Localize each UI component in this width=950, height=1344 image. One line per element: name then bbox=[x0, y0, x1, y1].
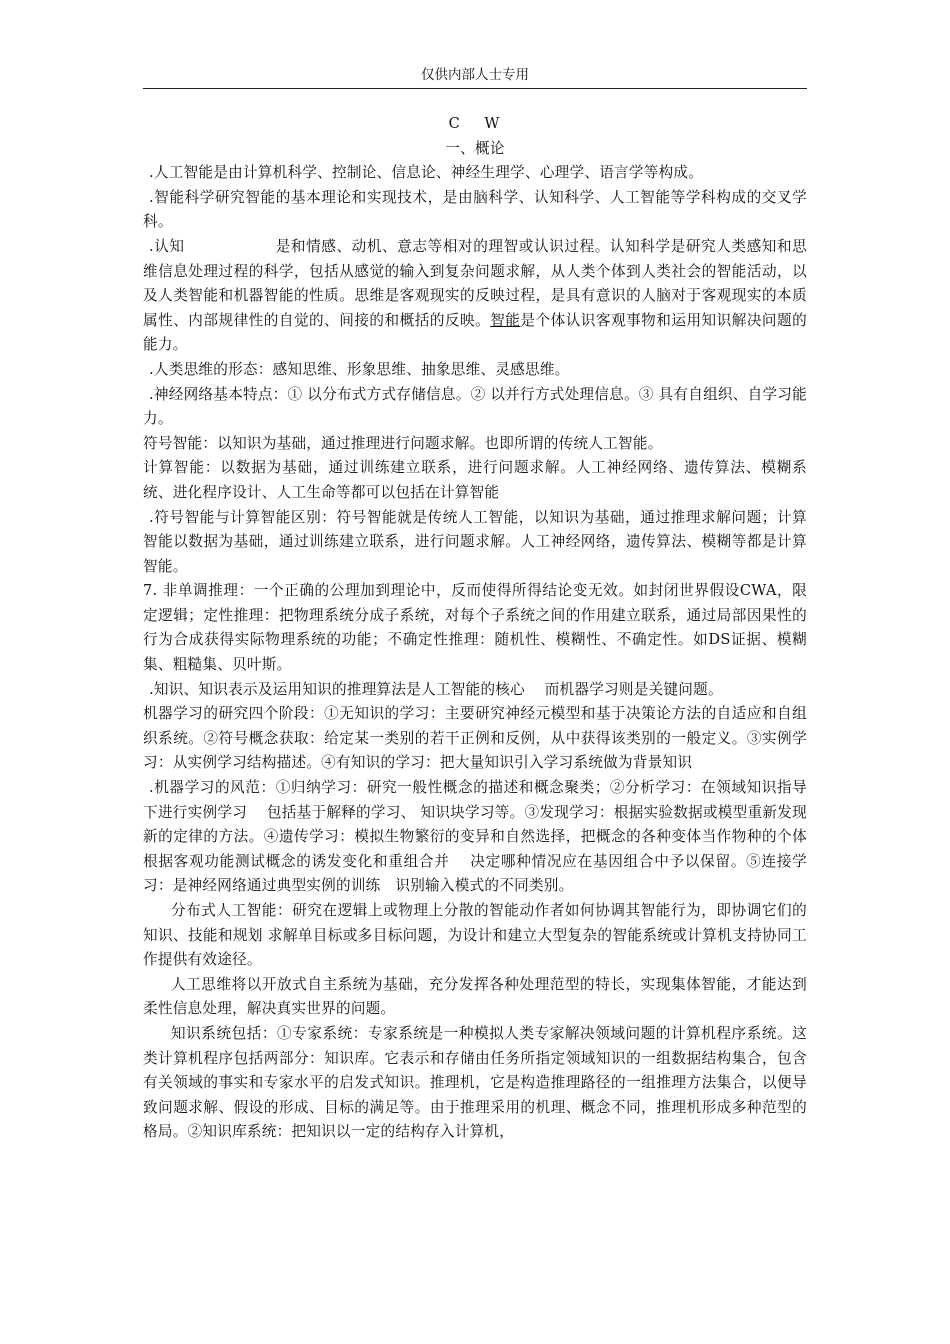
paragraph-symbolic-intelligence: 符号智能：以知识为基础，通过推理进行问题求解。也即所谓的传统人工智能。 bbox=[143, 434, 663, 452]
paragraph-artificial-thinking: 人工思维将以开放式自主系统为基础，充分发挥各种处理范型的特长，实现集体智能，才能达到柔性信息处理，解决真实世界的问题。 bbox=[143, 975, 807, 1018]
page-header: 仅供内部人士专用 bbox=[421, 67, 529, 83]
document-body bbox=[143, 112, 827, 1145]
paragraph-ml-paradigms: .机器学习的风范：①归纳学习：研究一般性概念的描述和概念聚类；②分析学习：在领域知识指导下进行实例学习 包括基于解释的学习、 知识块学习等。③发现学习：根据实验数据或模型重新发现新的定律的方法。④遗传学习：模拟生物繁衍的变异和自然选择，把概念的各种变体当作物种的个体 根据客观功能测试概念的诱发变化和重组合并 决定哪种情况应在基因组合中予以保留。⑤连接学习：是神经网络通过典型实例的训练 识别输入模式的不同类别。 bbox=[143, 779, 827, 895]
cognition-text-a: .认知 是和情感、动机、意志等相对的理智或认识过程。认知科学是研究人类感知和思维信息处理过程的科学，包括从感觉的输入到复杂问题求解，从人类个体到人类社会的智能活动，以及人类智能和机器智能的性质。思维是客观现实的反映过程，是具有意识的人脑对于客观现实的本质属性、内部规律性的自觉的、间接的和概括的反映。 bbox=[143, 237, 807, 329]
header-divider bbox=[143, 88, 807, 89]
cognition-text-b: 是个体认识客观事物和运用知识解决问题的能力。 bbox=[143, 311, 807, 354]
intelligence-underlined-term: 智能 bbox=[490, 311, 521, 329]
section-title: 一、概论 bbox=[445, 139, 505, 157]
paragraph-ml-stages: 机器学习的研究四个阶段：①无知识的学习：主要研究神经元模型和基于决策论方法的自适应和自组织系统。②符号概念获取：给定某一类别的若干正例和反例，从中获得该类别的一般定义。③实例学习：从实例学习结构描述。④有知识的学习：把大量知识引入学习系统做为背景知识 bbox=[143, 705, 807, 772]
paragraph-thinking-forms: .人类思维的形态：感知思维、形象思维、抽象思维、灵感思维。 bbox=[149, 360, 570, 378]
paragraph-cognition bbox=[143, 235, 807, 358]
paragraph-distributed-ai: 分布式人工智能：研究在逻辑上或物理上分散的智能动作者如何协调其智能行为，即协调它们的知识、技能和规划 求解单目标或多目标问题，为设计和建立大型复杂的智能系统或计算机支持协同工作提供有效途径。 bbox=[143, 902, 807, 969]
paragraph-neural-network: .神经网络基本特点：① 以分布式方式存储信息。② 以并行方式处理信息。③ 具有自组织、自学习能力。 bbox=[143, 385, 807, 428]
paragraph-knowledge-systems: 知识系统包括：①专家系统：专家系统是一种模拟人类专家解决领域问题的计算机程序系统。这类计算机程序包括两部分：知识库。它表示和存储由任务所指定领域知识的一组数据结构集合，包含有关领域的事实和专家水平的启发式知识。推理机，它是构造推理路径的一组推理方法集合，以便导致问题求解、假设的形成、目标的满足等。由于推理采用的机理、概念不同，推理机形成多种范型的格局。②知识库系统：把知识以一定的结构存入计算机， bbox=[143, 1024, 807, 1141]
document-code: C W bbox=[448, 115, 510, 132]
paragraph-computational-intelligence: 计算智能：以数据为基础，通过训练建立联系，进行问题求解。人工神经网络、遗传算法、模糊系统、进化程序设计、人工生命等都可以包括在计算智能 bbox=[143, 459, 807, 501]
paragraph-intelligence-science: .智能科学研究智能的基本理论和实现技术，是由脑科学、认知科学、人工智能等学科构成的交叉学科。 bbox=[143, 188, 807, 231]
paragraph-knowledge-core: .知识、知识表示及运用知识的推理算法是人工智能的核心 而机器学习则是关键问题。 bbox=[149, 680, 723, 698]
paragraph-nonmonotonic-reasoning: 7. 非单调推理：一个正确的公理加到理论中，反而使得所得结论变无效。如封闭世界假设CWA，限定逻辑；定性推理：把物理系统分成子系统，对每个子系统之间的作用建立联系，通过局部因果性的行为合成获得实际物理系统的功能；不确定性推理：随机性、模糊性、不确定性。如DS证据、模糊集、粗糙集、贝叶斯。 bbox=[143, 582, 807, 674]
paragraph-ai-composition: .人工智能是由计算机科学、控制论、信息论、神经生理学、心理学、语言学等构成。 bbox=[149, 164, 704, 182]
paragraph-intelligence-difference: .符号智能与计算智能区别：符号智能就是传统人工智能，以知识为基础，通过推理求解问题；计算智能以数据为基础，通过训练建立联系，进行问题求解。人工神经网络，遗传算法、模糊等都是计算智能。 bbox=[143, 508, 807, 575]
